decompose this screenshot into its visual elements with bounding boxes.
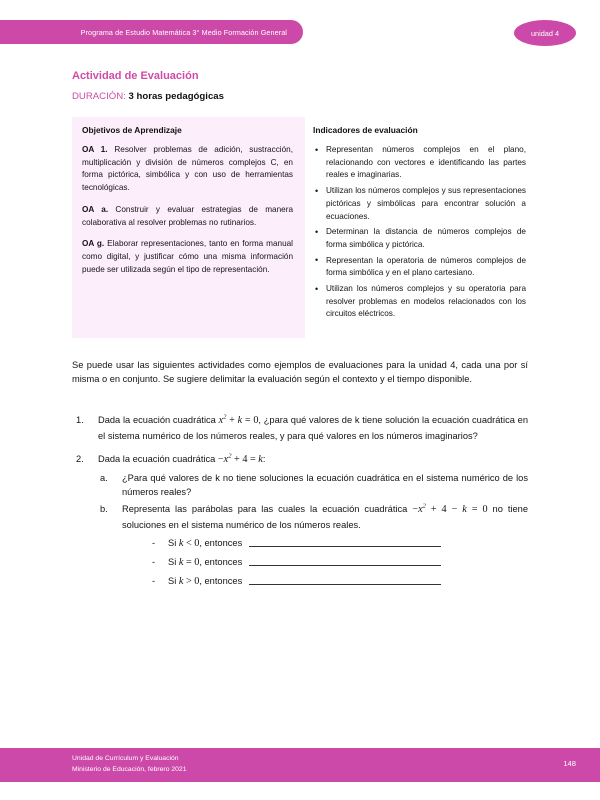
page-number: 148 [563, 759, 576, 768]
objective-text: Construir y evaluar estrategias de manera colaborativa al resolver problemas no rutinarios. [82, 204, 293, 227]
objectives-heading: Objetivos de Aprendizaje [82, 125, 182, 135]
conditions-list [122, 535, 528, 592]
objective-item [82, 144, 293, 195]
objective-code: OA 1. [82, 145, 108, 154]
condition-suffix: , entonces [199, 538, 243, 549]
indicator-item [313, 185, 526, 223]
subitem-text: ¿Para qué valores de k no tiene soluciones la ecuación cuadrática en el sistema numérico de los números reales? [122, 473, 528, 498]
condition-row [122, 573, 528, 592]
dash-icon: - [152, 575, 156, 586]
objective-text: Resolver problemas de adición, sustracción, multiplicación y división de números complejos C, en forma pictórica, simbólica y con uso de herramientas tecnológicas. [82, 145, 293, 193]
exercise-text-before: Dada la ecuación cuadrática [98, 454, 216, 465]
condition-row [122, 535, 528, 554]
indicators-column [305, 117, 528, 338]
page-title: Actividad de Evaluación [72, 70, 199, 82]
indicator-text: Determinan la distancia de números complejos de forma simbólica y pictórica. [326, 227, 526, 249]
indicator-text: Representan la operatoria de números complejos de forma simbólica y en el plano cartesiano. [326, 255, 526, 278]
footer-bar [0, 748, 600, 782]
condition-suffix: , entonces [199, 575, 243, 586]
indicator-item [313, 144, 526, 182]
condition-row [122, 554, 528, 573]
unit-badge [514, 20, 576, 46]
objective-code: OA g. [82, 239, 105, 249]
subitem-a [98, 471, 528, 500]
condition-prefix: Si [168, 575, 177, 586]
equation-2: $-x^2 + 4 = k$ [217, 452, 263, 466]
subitem-text-before: Representa las parábolas para las cuales la ecuación cuadrática [122, 503, 408, 514]
answer-blank[interactable] [249, 556, 441, 566]
bullet-icon: • [315, 255, 319, 266]
exercise-number: 2. [76, 454, 84, 465]
indicator-text: Representan números complejos en el plano, relacionando con vectores e identificando las partes reales e imaginarias. [326, 145, 526, 180]
exercise-2-subitems [98, 471, 528, 592]
bullet-icon: • [315, 283, 319, 294]
indicators-list [313, 144, 526, 321]
duration-value: 3 horas pedagógicas [128, 91, 224, 102]
bullet-icon: • [315, 185, 319, 196]
objective-code: OA a. [82, 204, 109, 214]
exercise-text-before: Dada la ecuación cuadrática [98, 415, 216, 425]
condition-suffix: , entonces [199, 556, 243, 567]
equation-3: $-x^2 + 4 - k = 0$ [412, 502, 488, 515]
duration-line [72, 91, 224, 102]
footer-line-2: Ministerio de Educación, febrero 2021 [72, 765, 187, 773]
subitem-letter: a. [100, 473, 108, 484]
equation-1: $x^2 + k = 0$ [218, 413, 259, 426]
footer-institution [72, 754, 186, 775]
bullet-icon: • [315, 226, 319, 237]
duration-label: DURACIÓN: [72, 91, 126, 102]
condition-expression: k = 0 [178, 556, 200, 568]
indicator-text: Utilizan los números complejos y su operatoria para resolver problemas en modelos relacionados con los circuitos eléctricos. [326, 284, 526, 319]
condition-expression: k < 0 [178, 538, 200, 550]
objective-text: Elaborar representaciones, tanto en forma manual como digital, y justificar cómo una misma información puede ser utilizada según el tipo de representación. [82, 239, 293, 274]
subitem-text-after: no tiene soluciones en el sistema numérico de los números reales. [122, 503, 529, 530]
header-banner-text: Programa de Estudio Matemática 3° Medio Formación General [80, 27, 287, 37]
exercise-text-after: , ¿para qué valores de k tiene solución la ecuación cuadrática en el sistema numérico de los números reales, y para qué valores en los números imaginarios? [98, 415, 528, 441]
exercise-item-1 [72, 413, 528, 443]
exercise-item-2 [72, 452, 528, 591]
subitem-b [98, 502, 528, 592]
exercises-list [72, 413, 528, 601]
objectives-indicators-table [72, 117, 528, 338]
subitem-letter: b. [100, 503, 108, 514]
footer-line-1: Unidad de Currículum y Evaluación [72, 755, 179, 762]
indicator-text: Utilizan los números complejos y sus representaciones pictóricas y simbólicas para encontrar solución a ecuaciones. [326, 186, 526, 221]
condition-expression: k > 0 [178, 575, 200, 587]
condition-prefix: Si [168, 556, 177, 567]
indicator-item [313, 283, 526, 321]
indicator-item [313, 255, 526, 280]
answer-blank[interactable] [249, 537, 441, 547]
objective-item [82, 238, 293, 276]
exercise-text-after: : [262, 454, 266, 465]
exercise-number: 1. [76, 415, 84, 425]
intro-paragraph: Se puede usar las siguientes actividades como ejemplos de evaluaciones para la unidad 4, cada una por sí misma o en conjunto. Se sugiere delimitar la evaluación según el contexto y el tiempo disponible. [72, 360, 528, 385]
dash-icon: - [152, 538, 156, 549]
answer-blank[interactable] [249, 575, 441, 585]
objectives-column [72, 117, 305, 338]
dash-icon: - [152, 556, 156, 567]
unit-badge-label: unidad 4 [531, 28, 559, 38]
indicator-item [313, 226, 526, 251]
condition-prefix: Si [168, 538, 177, 549]
objective-item [82, 204, 293, 229]
header-banner [0, 20, 303, 44]
indicators-heading: Indicadores de evaluación [313, 125, 418, 135]
bullet-icon: • [315, 144, 319, 155]
